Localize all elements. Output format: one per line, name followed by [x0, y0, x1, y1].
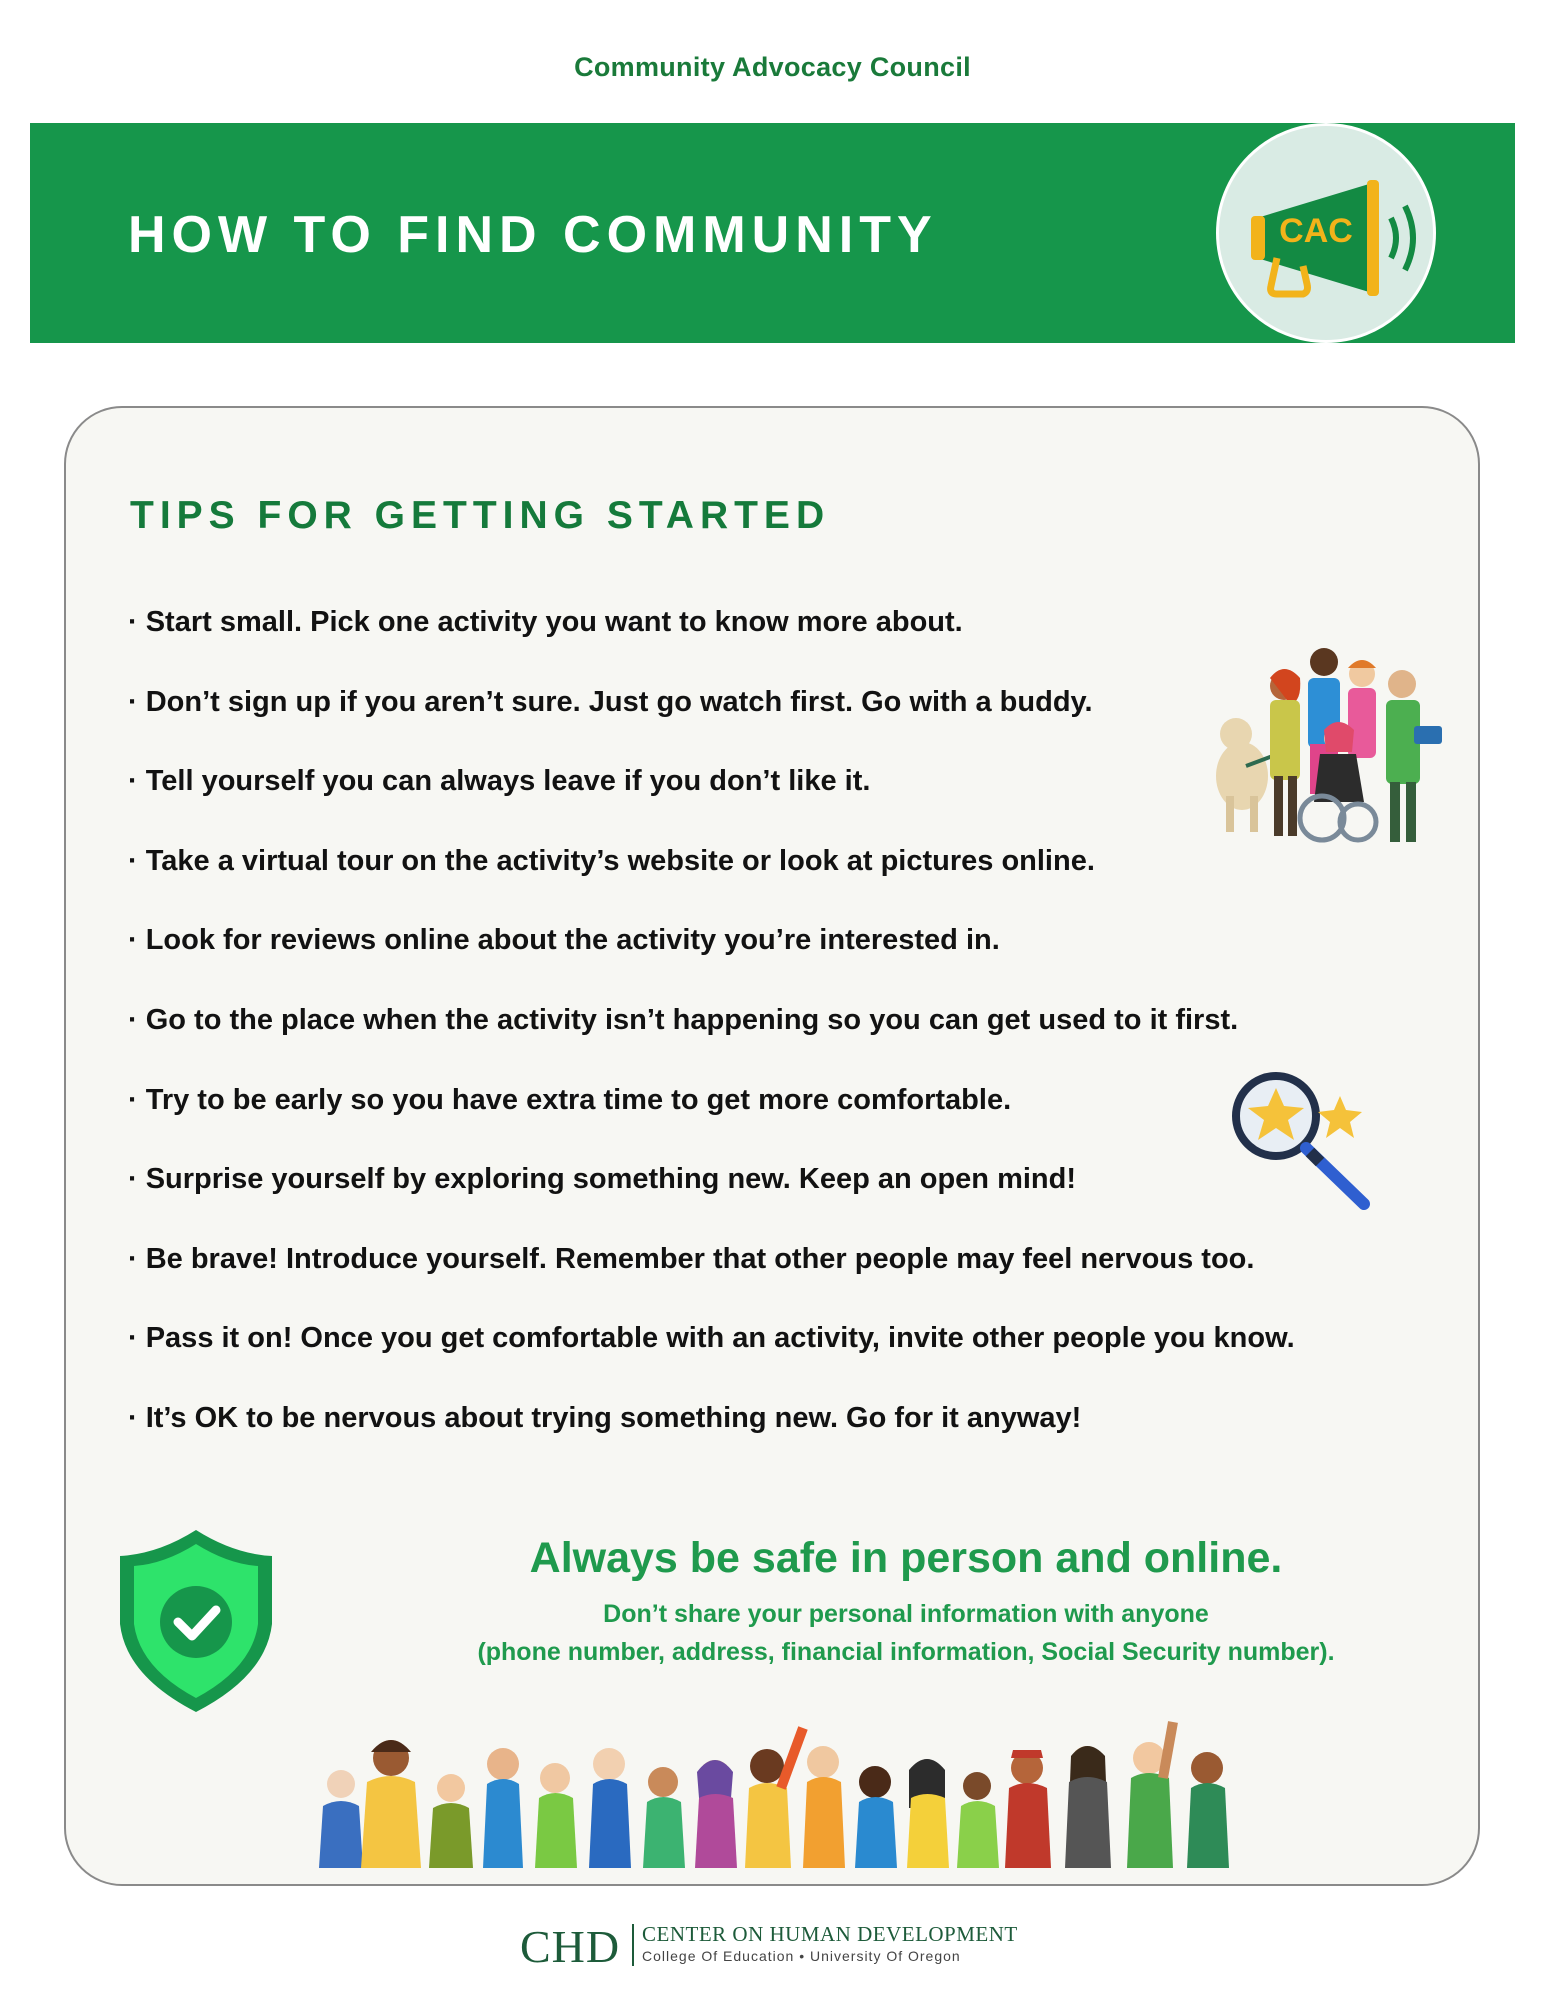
chd-logo-mark: CHD	[520, 1921, 621, 1972]
chd-logo	[520, 1920, 1020, 1970]
tip-item: · Tell yourself you can always leave if you don’t like it.	[128, 765, 871, 798]
tip-item: · Try to be early so you have extra time to get more comfortable.	[128, 1083, 1012, 1116]
org-name: Community Advocacy Council	[574, 52, 971, 82]
tips-heading: TIPS FOR GETTING STARTED	[130, 494, 831, 537]
chd-logo-line2: College Of Education • University Of Oregon	[642, 1948, 961, 1964]
safety-line-2: (phone number, address, financial information, Social Security number).	[477, 1638, 1335, 1666]
cac-logo	[1216, 123, 1436, 343]
diverse-crowd-illustration	[311, 1718, 1241, 1868]
title-banner	[30, 123, 1515, 343]
shield-check-icon	[116, 1526, 276, 1716]
logo-divider	[632, 1924, 634, 1966]
safety-heading: Always be safe in person and online.	[529, 1534, 1283, 1582]
tip-item: · Surprise yourself by exploring something new. Keep an open mind!	[128, 1163, 1077, 1196]
safety-line-1: Don’t share your personal information with anyone	[603, 1600, 1209, 1628]
group-of-friends-illustration	[1206, 626, 1456, 866]
tip-item: · Pass it on! Once you get comfortable with an activity, invite other people you know.	[128, 1322, 1295, 1355]
tip-item: · Don’t sign up if you aren’t sure. Just go watch first. Go with a buddy.	[128, 685, 1093, 718]
chd-logo-line1: CENTER ON HUMAN DEVELOPMENT	[642, 1922, 1018, 1946]
logo-text: CAC	[1279, 212, 1353, 250]
page-title: HOW TO FIND COMMUNITY	[128, 206, 938, 264]
tip-item: · Take a virtual tour on the activity’s website or look at pictures online.	[128, 844, 1095, 877]
magnifier-stars-icon	[1224, 1066, 1384, 1216]
tip-item: · Be brave! Introduce yourself. Remember that other people may feel nervous too.	[128, 1242, 1255, 1275]
tip-item: · Look for reviews online about the activity you’re interested in.	[128, 924, 1000, 957]
tips-card	[64, 406, 1480, 1886]
tip-item: · Start small. Pick one activity you want to know more about.	[128, 606, 963, 638]
tip-item: · It’s OK to be nervous about trying something new. Go for it anyway!	[128, 1401, 1082, 1434]
tip-item: · Go to the place when the activity isn’t happening so you can get used to it first.	[128, 1003, 1239, 1036]
